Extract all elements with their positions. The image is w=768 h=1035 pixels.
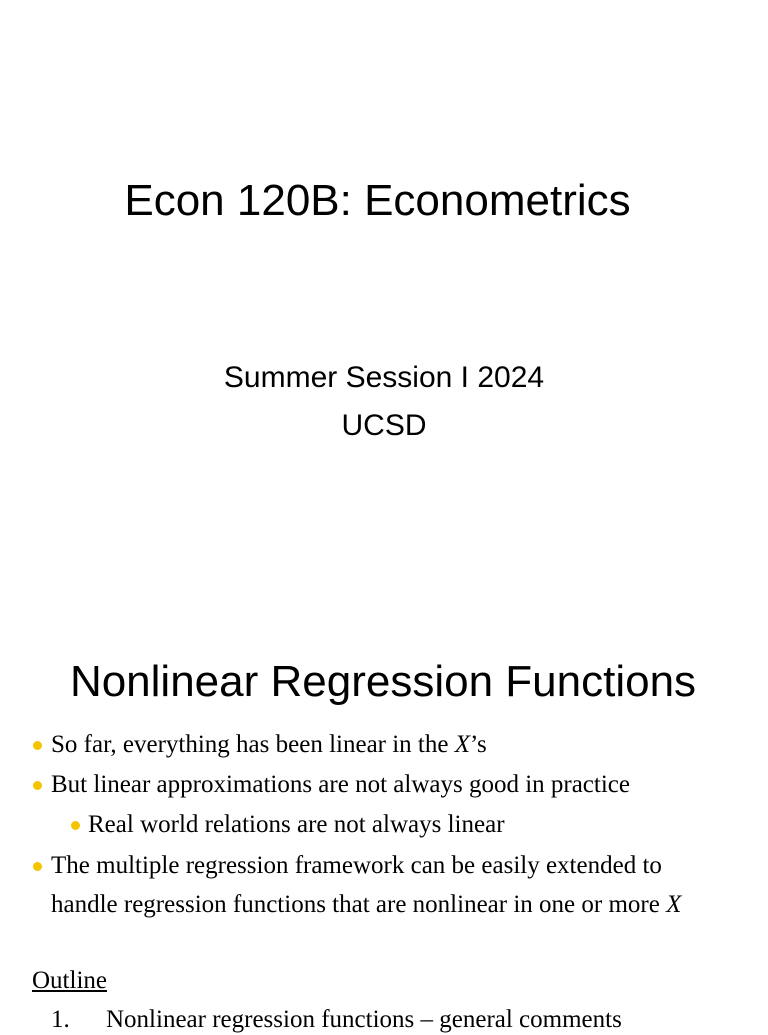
bullet-suffix: ’s bbox=[470, 731, 487, 758]
bullet-dot-icon bbox=[33, 741, 42, 750]
bullet-dot-icon bbox=[33, 862, 42, 871]
sub-bullet-item: Real world relations are not always linear bbox=[88, 811, 505, 838]
bullet-italic-x: X bbox=[666, 891, 682, 918]
bullet-item-line1: The multiple regression framework can be easily extended to bbox=[51, 852, 662, 879]
bullet-item-line2 bbox=[51, 890, 681, 920]
bullet-dot-icon bbox=[33, 781, 42, 790]
outline-item-number: 1. bbox=[51, 1006, 70, 1033]
session-line: Summer Session I 2024 bbox=[223, 361, 545, 394]
outline-item-text: Nonlinear regression functions – general comments bbox=[106, 1006, 622, 1033]
bullet-text: handle regression functions that are nonlinear in one or more bbox=[51, 891, 667, 918]
bullet-text: So far, everything has been linear in the bbox=[51, 731, 455, 758]
school-line: UCSD bbox=[341, 409, 427, 442]
bullet-italic-x: X bbox=[454, 731, 471, 758]
sub-bullet-dot-icon bbox=[71, 821, 80, 830]
bullet-item bbox=[51, 730, 487, 760]
section-title: Nonlinear Regression Functions bbox=[69, 657, 697, 706]
course-title: Econ 120B: Econometrics bbox=[124, 176, 631, 225]
outline-heading: Outline bbox=[32, 967, 107, 994]
bullet-item: But linear approximations are not always good in practice bbox=[51, 771, 630, 798]
